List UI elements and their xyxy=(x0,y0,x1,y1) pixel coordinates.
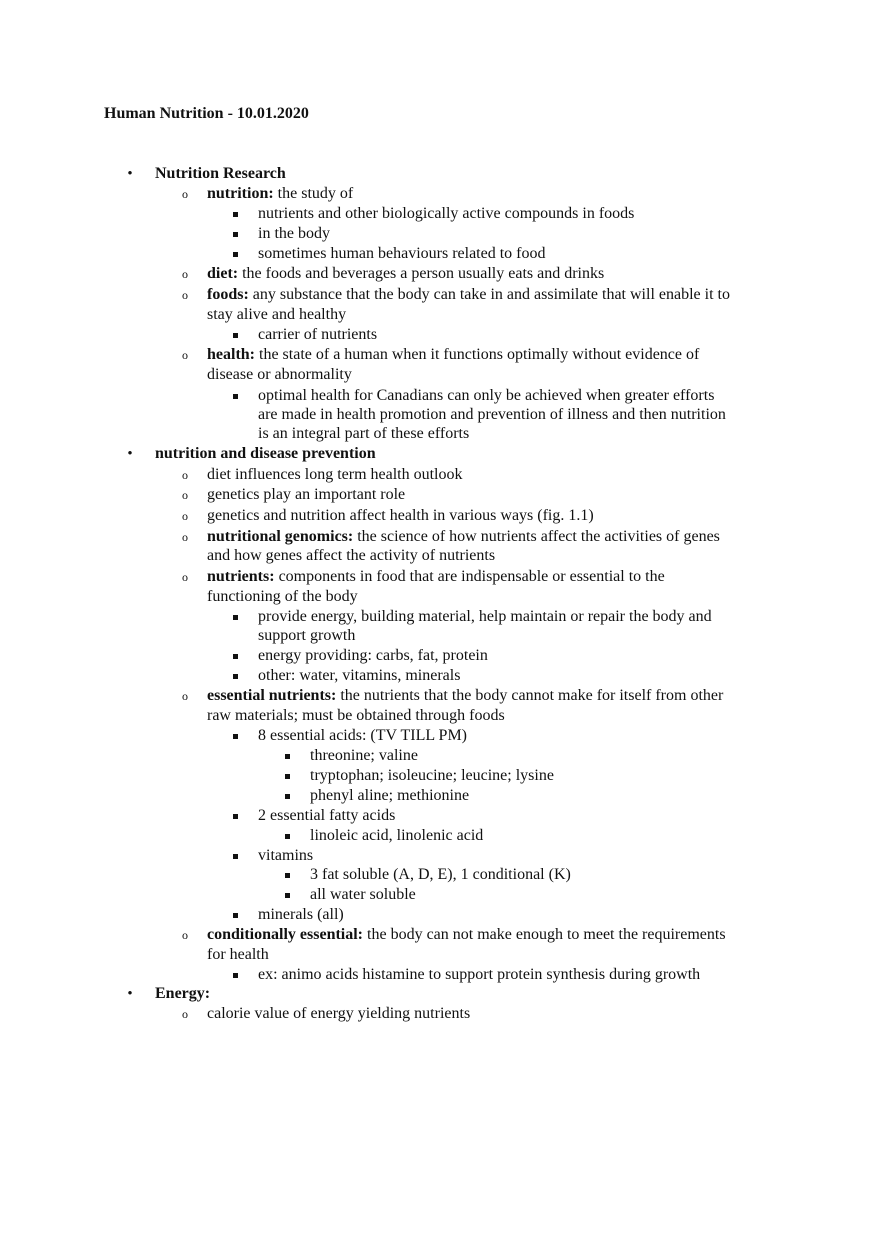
list-item: genetics and nutrition affect health in various ways (fig. 1.1) xyxy=(207,507,594,524)
bullet-marker: o xyxy=(182,348,188,362)
item-text: the state of a human when it functions optimally without evidence of xyxy=(255,346,700,363)
list-item xyxy=(207,567,665,587)
item-term: nutrients: xyxy=(207,568,275,585)
list-item xyxy=(207,686,723,706)
item-text: the body can not make enough to meet the requirements xyxy=(363,926,726,943)
list-item-continuation: raw materials; must be obtained through foods xyxy=(207,707,505,724)
bullet-marker xyxy=(232,646,240,666)
item-term: essential nutrients: xyxy=(207,687,337,704)
item-term: foods: xyxy=(207,286,249,303)
bullet-marker: o xyxy=(182,509,188,523)
bullet-marker: • xyxy=(127,446,133,462)
item-term: nutrition: xyxy=(207,185,274,202)
bullet-marker xyxy=(284,746,292,766)
list-item-continuation: functioning of the body xyxy=(207,588,358,605)
list-item: threonine; valine xyxy=(310,747,418,764)
list-item: diet influences long term health outlook xyxy=(207,466,463,483)
list-item: vitamins xyxy=(258,847,314,864)
bullet-marker xyxy=(284,826,292,846)
bullet-marker xyxy=(284,885,292,905)
list-item: energy providing: carbs, fat, protein xyxy=(258,647,488,664)
list-item: sometimes human behaviours related to food xyxy=(258,245,546,262)
list-item: calorie value of energy yielding nutrients xyxy=(207,1005,471,1022)
list-item: minerals (all) xyxy=(258,906,344,923)
list-item xyxy=(207,925,726,945)
list-item: phenyl aline; methionine xyxy=(310,787,470,804)
section-heading: Energy: xyxy=(155,985,211,1002)
section-heading: nutrition and disease prevention xyxy=(155,445,376,462)
list-item: in the body xyxy=(258,225,330,242)
list-item: 3 fat soluble (A, D, E), 1 conditional (K) xyxy=(310,866,571,883)
bullet-marker: o xyxy=(182,488,188,502)
item-text: the nutrients that the body cannot make for itself from other xyxy=(336,687,724,704)
list-item: ex: animo acids histamine to support protein synthesis during growth xyxy=(258,966,701,983)
section-heading: Nutrition Research xyxy=(155,165,286,182)
bullet-marker: o xyxy=(182,267,188,281)
list-item xyxy=(207,345,699,365)
bullet-marker xyxy=(232,607,240,627)
bullet-marker xyxy=(232,325,240,345)
bullet-marker: o xyxy=(182,288,188,302)
bullet-marker: o xyxy=(182,1007,188,1021)
list-item: tryptophan; isoleucine; leucine; lysine xyxy=(310,767,554,784)
list-item: optimal health for Canadians can only be achieved when greater efforts xyxy=(258,387,715,404)
bullet-marker xyxy=(284,766,292,786)
list-item-continuation: support growth xyxy=(258,627,356,644)
bullet-marker xyxy=(232,965,240,985)
list-item-continuation: and how genes affect the activity of nutrients xyxy=(207,547,496,564)
list-item: 2 essential fatty acids xyxy=(258,807,396,824)
item-term: diet: xyxy=(207,265,239,282)
bullet-marker xyxy=(232,386,240,406)
item-term: nutritional genomics: xyxy=(207,528,354,545)
item-term: conditionally essential: xyxy=(207,926,364,943)
item-text: any substance that the body can take in and assimilate that will enable it to xyxy=(248,286,730,303)
bullet-marker xyxy=(284,786,292,806)
list-item: linoleic acid, linolenic acid xyxy=(310,827,484,844)
bullet-marker xyxy=(232,666,240,686)
list-item: nutrients and other biologically active compounds in foods xyxy=(258,205,635,222)
list-item xyxy=(207,264,604,284)
list-item: genetics play an important role xyxy=(207,486,406,503)
bullet-marker xyxy=(232,806,240,826)
document-title: Human Nutrition - 10.01.2020 xyxy=(104,105,309,122)
list-item: 8 essential acids: (TV TILL PM) xyxy=(258,727,467,744)
bullet-marker xyxy=(232,726,240,746)
bullet-marker: o xyxy=(182,530,188,544)
list-item-continuation: disease or abnormality xyxy=(207,366,352,383)
item-text: the study of xyxy=(273,185,354,202)
list-item-continuation: stay alive and healthy xyxy=(207,306,347,323)
list-item xyxy=(207,184,353,204)
bullet-marker: o xyxy=(182,187,188,201)
list-item: provide energy, building material, help maintain or repair the body and xyxy=(258,608,712,625)
bullet-marker: o xyxy=(182,468,188,482)
list-item-continuation: are made in health promotion and prevention of illness and then nutrition xyxy=(258,406,726,423)
bullet-marker: o xyxy=(182,928,188,942)
list-item: all water soluble xyxy=(310,886,416,903)
list-item: other: water, vitamins, minerals xyxy=(258,667,461,684)
item-term: health: xyxy=(207,346,255,363)
bullet-marker xyxy=(232,846,240,866)
list-item xyxy=(207,527,720,547)
item-text: the science of how nutrients affect the activities of genes xyxy=(353,528,720,545)
list-item: carrier of nutrients xyxy=(258,326,378,343)
bullet-marker: • xyxy=(127,986,133,1002)
list-item-continuation: is an integral part of these efforts xyxy=(258,425,470,442)
bullet-marker xyxy=(232,905,240,925)
bullet-marker: o xyxy=(182,689,188,703)
bullet-marker xyxy=(232,244,240,264)
item-text: the foods and beverages a person usually eats and drinks xyxy=(238,265,605,282)
list-item xyxy=(207,285,730,305)
list-item-continuation: for health xyxy=(207,946,269,963)
bullet-marker: o xyxy=(182,570,188,584)
bullet-marker xyxy=(284,865,292,885)
bullet-marker xyxy=(232,204,240,224)
bullet-marker xyxy=(232,224,240,244)
bullet-marker: • xyxy=(127,166,133,182)
item-text: components in food that are indispensable or essential to the xyxy=(274,568,665,585)
